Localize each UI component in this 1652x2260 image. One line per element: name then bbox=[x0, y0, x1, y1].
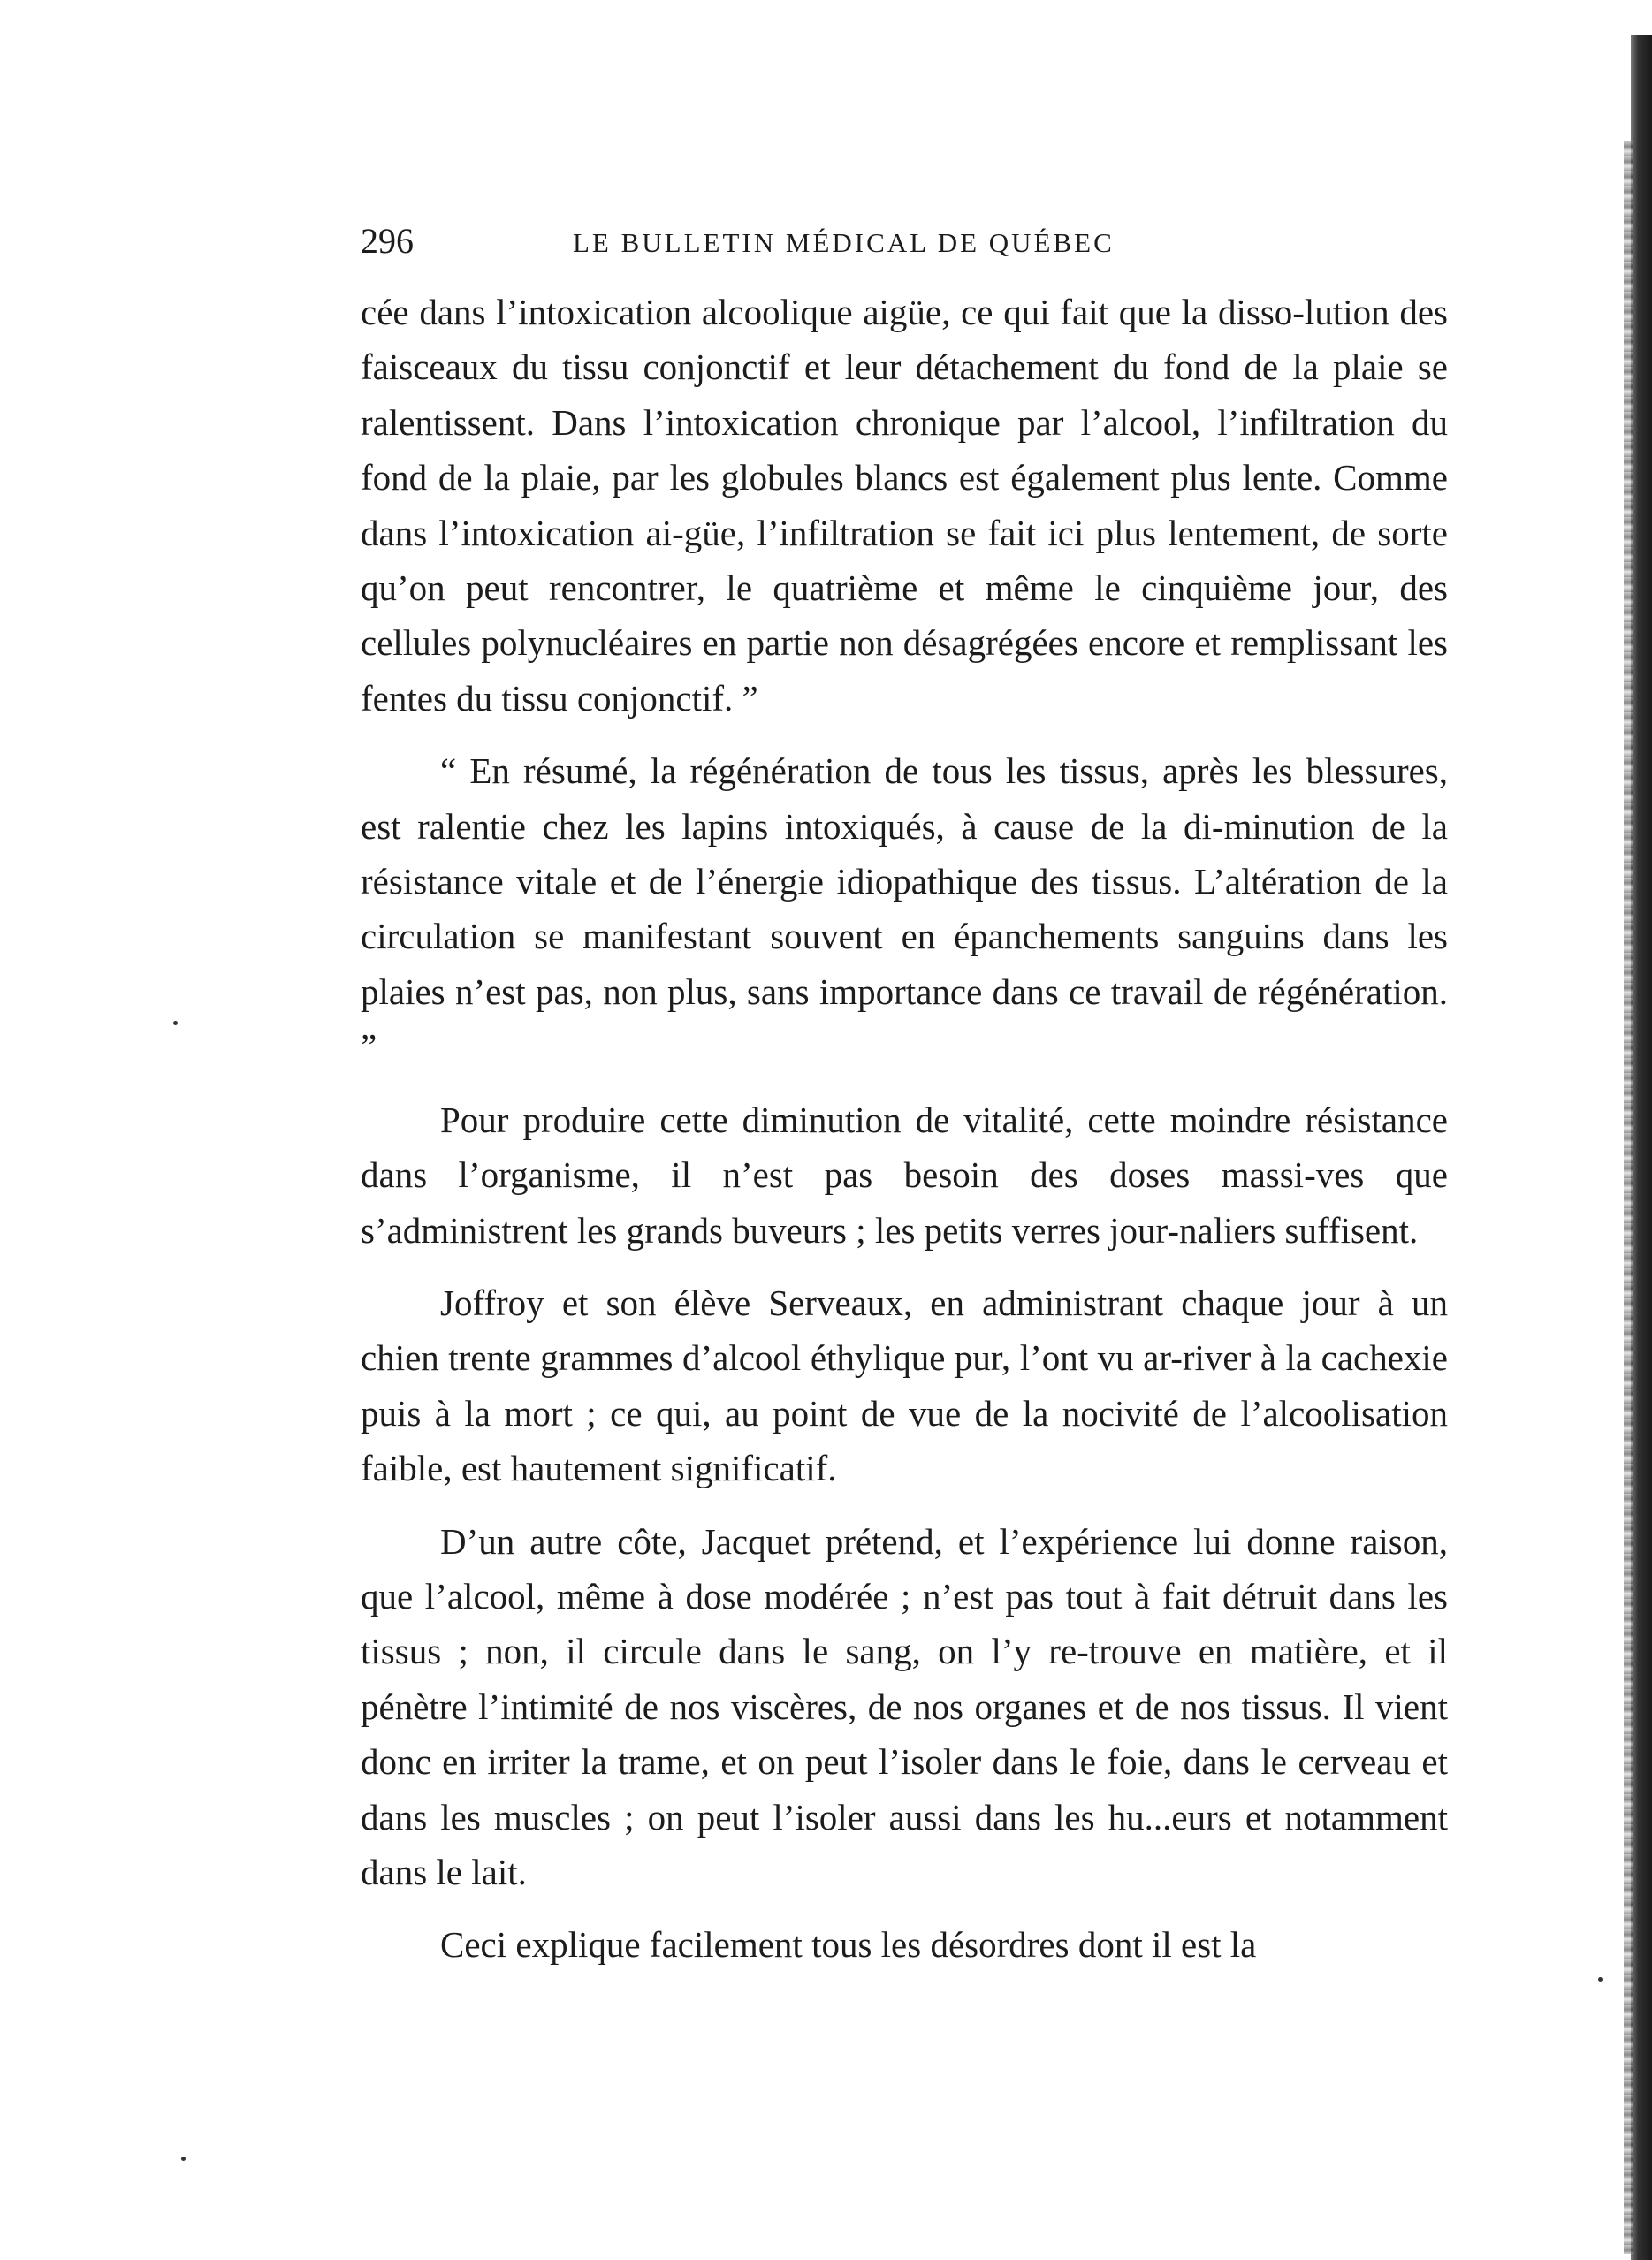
paragraph: Joffroy et son élève Serveaux, en administrant chaque jour à un chien trente grammes d’alcool éthylique pur, l’ont vu ar-river à la cachexie puis à la mort ; ce qui, au point de vue de la nocivité de l’alcoolisation faible, est hautement significatif. bbox=[361, 1282, 1448, 1489]
scan-speck bbox=[1598, 1977, 1603, 1982]
binding-edge-texture bbox=[1624, 141, 1633, 2254]
body-text bbox=[361, 285, 1448, 1990]
page-number: 296 bbox=[361, 221, 414, 261]
binding-edge bbox=[1631, 35, 1652, 2260]
paragraph: Pour produire cette diminution de vitalité, cette moindre résistance dans l’organisme, il n’est pas besoin des doses massi-ves que s’administrent les grands buveurs ; les petits verres jour-naliers suffisent. bbox=[361, 1099, 1448, 1251]
paragraph: Ceci explique facilement tous les désordres dont il est la bbox=[440, 1924, 1257, 1966]
scan-speck bbox=[181, 2157, 186, 2161]
paragraph: “ En résumé, la régénération de tous les tissus, après les blessures, est ralentie chez les lapins intoxiqués, à cause de la di-minution de la résistance vitale et de l’énergie idiopathique des tissus. L’altération de la circulation se manifestant souvent en épanchements sanguins dans les plaies n’est pas, non plus, sans importance dans ce travail de régénération. ” bbox=[361, 750, 1448, 1068]
running-head: LE BULLETIN MÉDICAL DE QUÉBEC bbox=[573, 227, 1115, 258]
scan-speck bbox=[173, 1021, 178, 1025]
paragraph-continued: cée dans l’intoxication alcoolique aigüe, ce qui fait que la disso-lution des faisceaux du tissu conjonctif et leur détachement du fond de la plaie se ralentissent. Dans l’intoxication chronique par l’alcool, l’infiltration du fond de la plaie, par les globules blancs est également plus lente. Comme dans l’intoxication ai-güe, l’infiltration se fait ici plus lentement, de sorte qu’on peut rencontrer, le quatrième et même le cinquième jour, des cellules polynucléaires en partie non désagrégées encore et remplissant les fentes du tissu conjonctif. ” bbox=[361, 292, 1448, 719]
paragraph: D’un autre côte, Jacquet prétend, et l’expérience lui donne raison, que l’alcool, même à dose modérée ; n’est pas tout à fait détruit dans les tissus ; non, il circule dans le sang, on l’y re-trouve en matière, et il pénètre l’intimité de nos viscères, de nos organes et de nos tissus. Il vient donc en irriter la trame, et on peut l’isoler dans le foie, dans le cerveau et dans les muscles ; on peut l’isoler aussi dans les hu...eurs et notamment dans le lait. bbox=[361, 1520, 1448, 1892]
page-header bbox=[361, 219, 1448, 263]
